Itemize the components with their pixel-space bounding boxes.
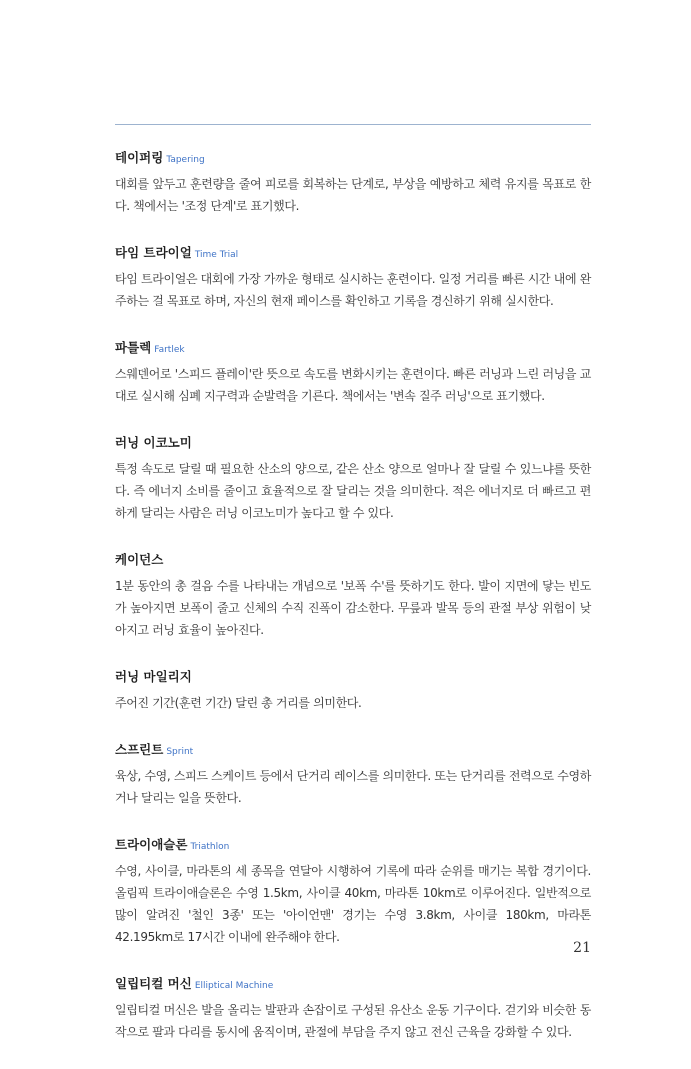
term-korean: 파틀렉 [115,340,152,355]
term-description: 주어진 기간(훈련 기간) 달린 총 거리를 의미한다. [115,696,362,710]
term-description: 육상, 수영, 스피드 스케이트 등에서 단거리 레이스를 의미한다. 또는 단거리를 전력으로 수영하거나 달리는 일을 뜻한다. [115,769,591,805]
term-description: 대회를 앞두고 훈련량을 줄여 피로를 회복하는 단계로, 부상을 예방하고 체력 유지를 목표로 한다. 책에서는 '조정 단계'로 표기했다. [115,177,591,213]
glossary-entry-running-mileage [115,667,591,714]
term-heading [115,835,591,856]
term-english: Tapering [166,155,205,165]
term-heading [115,740,591,761]
page-number: 21 [573,940,591,956]
term-english: Triathlon [190,842,230,852]
term-description: 특정 속도로 달릴 때 필요한 산소의 양으로, 같은 산소 양으로 얼마나 잘 달릴 수 있느냐를 뜻한다. 즉 에너지 소비를 줄이고 효율적으로 잘 달리는 것을 의미한다. 적은 에너지로 더 빠르고 편하게 달리는 사람은 러닝 이코노미가 높다고 할 수 있다. [115,462,591,520]
term-english: Sprint [166,747,194,757]
term-english: Fartlek [154,345,185,355]
glossary-list [115,148,591,1069]
glossary-entry-tapering [115,148,591,217]
term-heading [115,433,591,454]
header-rule [115,124,591,125]
term-korean: 러닝 마일리지 [115,669,192,684]
term-heading [115,974,591,995]
glossary-entry-sprint [115,740,591,809]
term-description: 1분 동안의 총 걸음 수를 나타내는 개념으로 '보폭 수'를 뜻하기도 한다. 발이 지면에 닿는 빈도가 높아지면 보폭이 줄고 신체의 수직 진폭이 감소한다. 무릎과 발목 등의 관절 부상 위험이 낮아지고 러닝 효율이 높아진다. [115,579,591,637]
term-description: 스웨덴어로 '스피드 플레이'란 뜻으로 속도를 변화시키는 훈련이다. 빠른 러닝과 느린 러닝을 교대로 실시해 심폐 지구력과 순발력을 기른다. 책에서는 '변속 질주 러닝'으로 표기했다. [115,367,591,403]
glossary-entry-fartlek [115,338,591,407]
term-description: 수영, 사이클, 마라톤의 세 종목을 연달아 시행하여 기록에 따라 순위를 매기는 복합 경기이다. 올림픽 트라이애슬론은 수영 1.5km, 사이클 40km, 마라톤 10km로 이루어진다. 일반적으로 많이 알려진 '철인 3종' 또는 '아이언맨' 경기는 수영 3.8km, 사이클 180km, 마라톤 42.195km로 17시간 이내에 완주해야 한다. [115,864,591,944]
term-heading [115,338,591,359]
term-heading [115,667,591,688]
term-korean: 테이퍼링 [115,150,164,165]
glossary-entry-cadence [115,550,591,641]
term-heading [115,148,591,169]
glossary-entry-triathlon [115,835,591,948]
glossary-entry-running-economy [115,433,591,524]
term-korean: 러닝 이코노미 [115,435,192,450]
term-description: 타임 트라이얼은 대회에 가장 가까운 형태로 실시하는 훈련이다. 일정 거리를 빠른 시간 내에 완주하는 걸 목표로 하며, 자신의 현재 페이스를 확인하고 기록을 경신하기 위해 실시한다. [115,272,591,308]
term-korean: 케이던스 [115,552,164,567]
term-description: 일립티컬 머신은 발을 올리는 발판과 손잡이로 구성된 유산소 운동 기구이다. 걷기와 비슷한 동작으로 팔과 다리를 동시에 움직이며, 관절에 부담을 주지 않고 전신 근육을 강화할 수 있다. [115,1003,591,1039]
term-korean: 타임 트라이얼 [115,245,192,260]
term-korean: 일립티컬 머신 [115,976,192,991]
term-korean: 트라이애슬론 [115,837,188,852]
glossary-entry-elliptical-machine [115,974,591,1043]
term-english: Time Trial [194,250,239,260]
term-heading [115,243,591,264]
term-english: Elliptical Machine [194,981,274,991]
glossary-entry-time-trial [115,243,591,312]
term-korean: 스프린트 [115,742,164,757]
term-heading [115,550,591,571]
